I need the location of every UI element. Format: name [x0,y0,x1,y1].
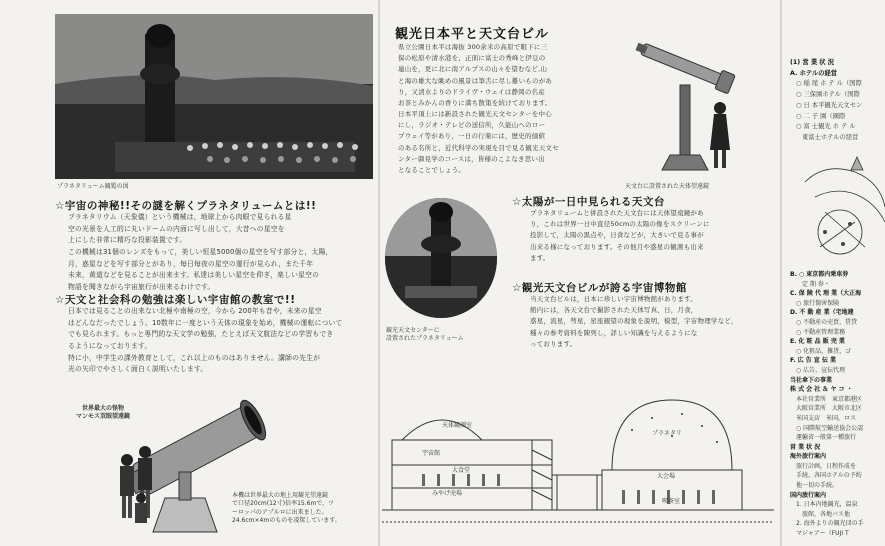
list-item: C. 保 険 代 理 業（大正海 [790,290,862,298]
observatory-telescope-illustration [630,30,750,180]
section-body-museum: 当天文台ビルは，日本に珍しい宇宙博物館があります。 館内には，各天文台で撮影された天体写真，日，月食， 惑星，流星，彗星，星座観望の現象を説明，模型，宇宙物理学など， 種々の参考資料を陳列し，詳しい知識を与えるようにな っております。 [530,295,738,348]
list-item: 本社営業所 東京都港区 [796,395,863,403]
page-title: 観光日本平と天文台ビル [395,27,550,42]
list-item: D. 不 動 産 業（宅地建 [790,309,854,317]
list-item: ○ 三保園ホテル（国際 [796,91,860,99]
list-item: ○ 化粧品，雑貨，ゴ [796,347,852,355]
label-space-hall: 宇宙館 [422,450,441,457]
list-item: 東富士ホテルの経営 [802,133,859,141]
section-heading-classroom: ☆天文と社会科の勉強は楽しい宇宙館の教室で!! [55,294,296,306]
photo-caption: プラネタリューム観覧の図 [57,183,129,190]
list-item: 1. 日本内地観光，温泉 [796,501,858,509]
list-item: (1) 営 業 状 況 [790,59,835,66]
list-item: ○ 稲 尾 ホ テ ル（国際 [796,80,862,88]
section-body-planetarium: プラネタリウム（天象儀）という機械は，地球上から肉眼で見られる星 空の光景を人工的に丸いドームの内面に写し出して，大昔への星空を 上にした非常に精巧な投影装置です。 この機械は31個のレンズをもって，美しい恒星5000個の星空を写す部分と，太陽， 月，惑星などを写す部分とがあり，毎日毎夜の星空の運行が見られ，また千年 未来，黄道などを見ることが出来ます。私達は美しい星空を仰ぎ，楽しい星空の 物語を聞きながら宇宙旅行が出来るわけです。 [68,213,333,292]
round-photo-caption: 観光天文センターに 設置されたプラネタリューム [386,327,464,343]
round-planetarium-photo [385,198,497,318]
label-observation-room: 天体観測室 [442,422,473,429]
list-item: F. 広 告 宣 伝 業 [790,357,836,365]
label-planetarium: プラネタリ [652,430,682,437]
section-heading-museum: ☆観光天文台ビルが誇る宇宙博物館 [512,282,687,294]
business-list-top [790,58,885,144]
intro-text: 県立公園日本平は海抜 300余米の高原で眼下に三 保の松原や清水港を，正面に富士の秀峰と伊豆の 連山を，更に北に南アルプスの山々を望むなど,山 と海の雄大な眺めの風景は筆舌に尽し難いものがあ り，又清水よりのドライヴ・ウェイは静岡の名産 お茶とみかんの香りに満ち散策を続けております。 日本平頂上には新設された観光天文センターを中心 にし，ラジオ・テレビの送信所，久能山へのロー プウェイ等があり，一日の行楽には，歴史的価値 のある名所と，近代科学の実現を目で見る観光天文セ ンター御見学のコースは，皆様のこよなき思い出 となることでしょう。 [398,43,559,174]
list-item: ○ 旅行傷害保険 [796,299,840,307]
list-item: 国内旅行案内 [790,491,827,499]
list-item: 米国支店 米国，ロス [796,414,857,422]
fold-line-left [378,0,380,546]
list-item: ○ 広告，宣伝代理 [796,366,846,374]
list-item: 旅行計画，日程作成を [796,462,857,470]
label-souvenir-shop: みやげ売場 [432,490,463,497]
telescope-caption: 世界最大の怪物 マンモス双眼望遠鏡 [75,405,130,421]
business-list-bottom [790,270,885,539]
list-item: 当社傘下の事業 [790,376,833,384]
list-item: ○ 不動産管理業務 [796,328,846,336]
list-item: マジャアー（FUJI T [796,530,849,538]
list-item: ○ 国際航空輸送協会公認 [796,424,864,432]
label-hall: 大会場 [657,473,676,480]
list-item: ○ 二 子 園（國際 [796,112,846,120]
list-item: 営 業 状 況 [790,443,821,451]
section-body-classroom: 日本では見ることの出来ない北極や南極の空，今から 200年も昔や，未来の星空 はどんなだったでしょう。10数年に一度という天体の現象を始め，機械の運転について でも見られます。もっと専門的な天文学の勉強，たとえば天文航法などの学習もでき るようになっております。 特に小，中学生の課外教育として，これ以上のものはありません。講師の先生が 光の矢印でやさしく面白く説明いたします。 [68,307,343,374]
list-item: ○ 不動産の売買，賃貸 [796,318,858,326]
list-item: 株 式 会 社 ＆ ヤ コ ・ [790,386,853,394]
planetarium-audience-photo [55,14,373,179]
list-item: 他一切の手続。 [796,482,839,490]
list-item: E. 化 粧 品 販 売 業 [790,338,845,346]
list-item: A. ホテルの経営 [790,69,838,77]
list-item: ○ 富 士観光 ホ テ ル [796,123,856,131]
list-item: 海外旅行案内 [790,453,827,461]
list-item: 旅館，各地バス他 [796,510,851,518]
list-item: B. ○ 東京都内乗車券 [790,271,849,278]
building-cross-section-diagram [382,380,774,530]
list-item: 運輸省一般第一種旅行 [796,434,857,442]
telescope-note: 本機は世界最大の地上用観光望遠鏡 で口径20cm(12寸)倍率15.6mで，ツ ーロッパのアプルロに出来ました。 24.6cm×4mのものを凌駕しています。 [232,492,341,525]
list-item: 定 期 券・ [802,280,830,288]
list-item: 2. 海外よりの観光団の手 [796,520,864,528]
section-heading-sun-observatory: ☆太陽が一日中見られる天文台 [512,196,665,208]
list-item: ○ 日 本平観光天文セン [796,101,863,109]
list-item: 手続，各国ホテルの予約 [796,472,862,480]
section-body-sun-observatory: プラネタリュームと併設された天文台には天体望遠鏡があ り，これは世界一日中直径50cmの太陽の像をスクリーンに 投影して，太陽の黒点や，日食などが，大きいで見る事が 出来る様になっております。その他月や惑星の観測も出来 ます。 [530,209,710,262]
label-tea-room: 喫茶室 [662,498,681,505]
label-cafeteria: 大食堂 [452,467,471,474]
regional-map-illustration [795,152,885,262]
fold-line-right [780,0,782,546]
observatory-caption: 天文台に設置された天体望遠鏡 [625,183,710,190]
section-heading-planetarium: ☆宇宙の神秘!!その謎を解くプラネタリュームとは!! [55,200,317,212]
list-item: 大阪営業所 大阪市北区 [796,405,863,413]
